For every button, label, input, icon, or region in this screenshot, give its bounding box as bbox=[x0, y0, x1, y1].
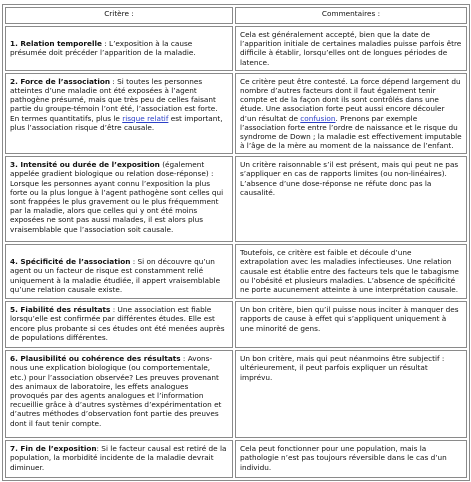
comment-cell bbox=[235, 26, 467, 71]
criterion-text: : Si toutes les personnes atteintes d’une maladie ont été exposées à l’agent pathogène présumé, mais que très peu de celles faisant partie du groupe-témoin l’ont été, l’association est forte. En termes quantitatifs, plus le bbox=[10, 76, 218, 123]
comment-text: Un bon critère, bien qu’il puisse nous inciter à manquer des rapports de cause à effet qui s’appliquent uniquement à une minorité de gens. bbox=[240, 305, 459, 333]
comment-text: Toutefois, ce critère est faible et découle d’une extrapolation avec les maladies infectieuses. Une relation causale est établie entre des facteurs tels que le tabagisme ou l’obésité et plusieurs maladies. L’absence de spécificité ne porte aucunement atteinte à une interprétation causale. bbox=[240, 248, 459, 294]
comment-text: Un bon critère, mais qui peut néanmoins être subjectif : ultérieurement, il peut parfois expliquer un résultat imprévu. bbox=[240, 354, 445, 382]
criterion-text: : Avons-nous une explication biologique (ou comportementale, etc.) pour l’association observée? Les preuves provenant des animaux de laboratoire, les effets analogues provoqués par des agents analogues et l’information recueillie grâce à d’autres systèmes d’expérimentation et d’autres méthodes d’observation font partie des preuves dont il faut tenir compte. bbox=[10, 354, 222, 428]
criterion-label: 4. Spécificité de l’association bbox=[10, 257, 131, 267]
table-row bbox=[5, 73, 467, 155]
comment-cell bbox=[235, 440, 467, 478]
comment-text: Ce critère peut être contesté. La force dépend largement du nombre d’autres facteurs dont il faut également tenir compte et de la façon dont ils sont contrôlés dans une étude. Une association forte peut aussi encore découler d’un résultat de bbox=[240, 76, 461, 123]
table-row bbox=[5, 350, 467, 438]
criterion-text: (également appelée gradient biologique ou relation dose-réponse) : Lorsque les personnes ayant connu l’exposition la plus forte ou la plus longue à l’agent pathogène sont celles qui sont frappées le plus gravement ou le plus fréquemment par la maladie, alors que celles qui y ont été moins exposées ne sont pas aussi malades, il est alors plus vraisemblable que l’association soit causale. bbox=[10, 160, 224, 234]
table-row bbox=[5, 26, 467, 71]
criterion-text: : Si on découvre qu’un agent ou un facteur de risque est constamment relié uniquement à la maladie étudiée, il appert vraisemblable qu’une relation causale existe. bbox=[10, 257, 221, 294]
comment-text: Cela peut fonctionner pour une population, mais la pathologie n’est pas toujours réversible dans le cas d’un individu. bbox=[240, 444, 447, 472]
criterion-cell bbox=[5, 26, 233, 71]
criterion-text: : Une association est fiable lorsqu’elle est confirmée par différentes études. Elle est encore plus probante si ces études ont été menées auprès de populations différentes. bbox=[10, 305, 225, 342]
comment-text: Un critère raisonnable s’il est présent, mais qui peut ne pas s’appliquer en cas de rapports limites (ou non-linéaires). L’absence d’une dose-réponse ne réfute donc pas la causalité. bbox=[240, 160, 459, 197]
confusion-link[interactable]: confusion bbox=[300, 113, 336, 123]
comment-cell bbox=[235, 301, 467, 348]
header-criteria: Critère : bbox=[5, 7, 233, 24]
comment-cell bbox=[235, 73, 467, 155]
criterion-label: 6. Plausibilité ou cohérence des résultats bbox=[10, 354, 181, 364]
criterion-text: : L’exposition à la cause présumée doit précéder l’apparition de la maladie. bbox=[10, 39, 196, 58]
comment-text: Cela est généralement accepté, bien que la date de l’apparition initiale de certaines maladies puisse parfois être difficile à établir, lorsqu’elles ont de longues périodes de latence. bbox=[240, 30, 462, 67]
comment-text-end: . Prenons par exemple l’association forte entre l’ordre de naissance et le risque du syndrome de Down ; la maladie est effectivement imputable à l’âge de la mère au moment de la naissance de l’enfant. bbox=[240, 113, 462, 151]
criterion-cell bbox=[5, 244, 233, 299]
table-row bbox=[5, 244, 467, 299]
table-row bbox=[5, 156, 467, 242]
criterion-cell bbox=[5, 156, 233, 242]
criterion-label: 3. Intensité ou durée de l’exposition bbox=[10, 160, 160, 170]
criterion-cell bbox=[5, 440, 233, 478]
criterion-label: 5. Fiabilité des résultats bbox=[10, 305, 111, 315]
table-row bbox=[5, 301, 467, 348]
criterion-label: 7. Fin de l’exposition bbox=[10, 444, 97, 454]
comment-cell bbox=[235, 156, 467, 242]
criterion-label: 1. Relation temporelle bbox=[10, 39, 102, 48]
header-comments: Commentaires : bbox=[235, 7, 467, 24]
relative-risk-link[interactable]: risque relatif bbox=[122, 113, 169, 123]
table-header-row bbox=[5, 7, 467, 24]
criterion-text-end: est important, plus l’association risque d’être causale. bbox=[10, 113, 223, 132]
criterion-cell bbox=[5, 350, 233, 438]
table-row bbox=[5, 440, 467, 478]
criterion-label: 2. Force de l’association bbox=[10, 76, 111, 86]
comment-cell bbox=[235, 244, 467, 299]
criterion-cell bbox=[5, 73, 233, 155]
criteria-table bbox=[2, 4, 470, 481]
criterion-cell bbox=[5, 301, 233, 348]
comment-cell bbox=[235, 350, 467, 438]
criterion-text: : Si le facteur causal est retiré de la population, la morbidité incidente de la maladie devrait diminuer. bbox=[10, 444, 227, 472]
